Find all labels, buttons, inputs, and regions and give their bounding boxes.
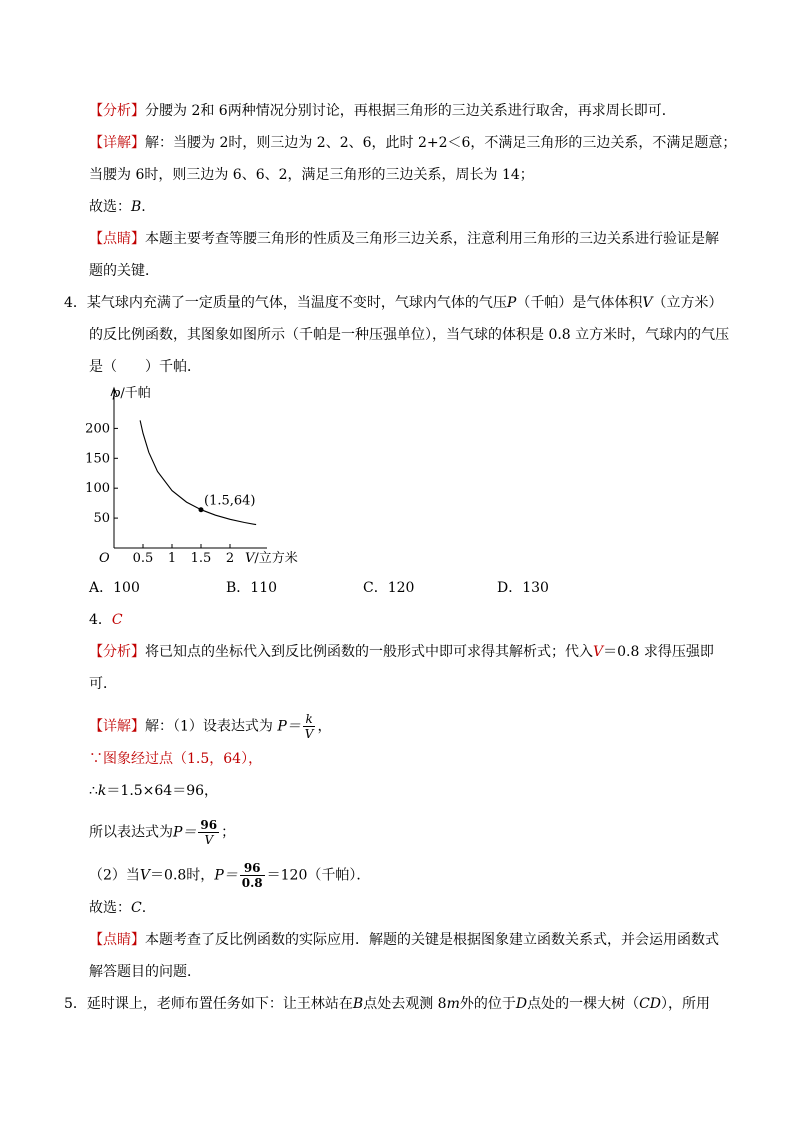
option-d[interactable] [497, 578, 549, 598]
stem-text: 外的位于 [459, 996, 516, 1012]
option-value: 100 [113, 580, 140, 596]
denominator: 0.8 [241, 876, 263, 890]
detail-tag: 【详解】 [89, 718, 145, 735]
y-tick-label: 150 [85, 451, 110, 467]
var-k: k [97, 783, 107, 799]
fraction-96-over-0-8 [240, 861, 265, 890]
var-v: V [139, 867, 151, 884]
formula-lhs: P＝ [173, 824, 197, 841]
formula-lhs: P＝ [214, 867, 238, 884]
unit-m: m [446, 996, 460, 1012]
option-label: B． [226, 580, 251, 596]
q4-stem-2: 的反比例函数，其图象如图所示（千帕是一种压强单位），当气球的体积是 0.8 立方米时，气球内的气压 [89, 327, 730, 343]
stem-text: （立方米） [652, 295, 723, 311]
detail-text: （2）当 [89, 867, 140, 884]
option-label: D． [497, 580, 523, 596]
therefore: ∴ [89, 783, 98, 799]
q4-analysis-2: 可． [89, 676, 117, 692]
denominator: V [304, 727, 314, 741]
q3-comment-2: 题的关键． [89, 263, 159, 279]
q4-detail-step6 [89, 898, 146, 918]
x-tick-label: 1.5 [190, 551, 212, 566]
q4-detail-step4 [89, 818, 235, 847]
option-a[interactable] [89, 578, 140, 598]
var-v: V [593, 644, 604, 660]
question-number: 4． [64, 295, 87, 311]
option-value: 130 [522, 580, 549, 596]
q3-detail-3 [89, 197, 146, 217]
x-tick-label: 1 [167, 551, 177, 566]
option-b[interactable] [226, 578, 277, 598]
stem-text: 某气球内充满了一定质量的气体，当温度不变时，气球内气体的气压 [86, 295, 507, 311]
inverse-proportion-curve [140, 420, 256, 524]
option-label: A． [89, 580, 114, 596]
highlight-point-label: (1.5,64) [204, 493, 256, 509]
stem-text: 延时课上，老师布置任务如下：让王林站在 [86, 996, 353, 1012]
q4-detail-step3 [89, 781, 218, 801]
punct: ； [221, 824, 236, 841]
x-tick-label: 0.5 [132, 551, 154, 566]
q3-detail-2: 当腰为 6时，则三边为 6、6、2，满足三角形的三边关系，周长为 14； [89, 167, 534, 183]
choice-prefix: 故选： [89, 199, 131, 215]
punct: ， [317, 718, 332, 735]
stem-text: 点处去观测 8 [363, 996, 447, 1012]
numerator: 96 [240, 861, 265, 876]
formula-lhs: P＝ [277, 718, 301, 735]
analysis-tag: 【分析】 [89, 103, 145, 119]
q3-comment-1 [89, 229, 719, 249]
point-d: D [515, 996, 528, 1012]
choice-suffix: . [141, 199, 146, 215]
stem-text: 点处的一棵大树（ [527, 996, 640, 1012]
analysis-text: ＝0.8 求得压强即 [603, 644, 714, 660]
q4-stem-3: 是（ ）千帕． [89, 359, 201, 375]
segment-cd: CD [639, 996, 662, 1012]
q4-comment-2: 解答题目的问题． [89, 964, 201, 980]
comment-text: 本题主要考查等腰三角形的性质及三角形三边关系，注意利用三角形的三边关系进行验证是解 [145, 231, 719, 247]
q4-detail-step2: ∵图象经过点（1.5，64）， [89, 751, 263, 767]
q4-analysis-1 [89, 642, 714, 662]
detail-text: ＝0.8时， [150, 867, 215, 884]
q5-stem [64, 994, 710, 1014]
choice-answer: B [131, 199, 142, 215]
choice-answer: C [131, 900, 142, 916]
detail-tag: 【详解】 [89, 135, 145, 151]
q4-stem-1 [64, 293, 722, 313]
question-number: 5． [64, 996, 87, 1012]
y-axis-label: p/千帕 [112, 386, 151, 401]
x-tick-label: 2 [225, 551, 235, 566]
y-tick-label: 200 [85, 421, 110, 437]
choice-suffix: . [141, 900, 147, 916]
option-value: 120 [387, 580, 415, 596]
stem-text: ），所用 [661, 996, 711, 1012]
analysis-text: 分腰为 2和 6两种情况分别讨论，再根据三角形的三边关系进行取舍，再求周长即可． [145, 103, 676, 119]
analysis-text: 将已知点的坐标代入到反比例函数的一般形式中即可求得其解析式；代入 [145, 644, 593, 660]
numerator: 96 [200, 818, 218, 832]
var-v: V [642, 295, 653, 311]
detail-text: 解：（1）设表达式为 [145, 718, 273, 735]
detail-text: ＝120（千帕）． [266, 867, 371, 884]
q4-answer [89, 610, 123, 630]
option-c[interactable] [363, 578, 414, 598]
denominator: V [204, 833, 214, 847]
var-p: P [506, 295, 517, 311]
fraction-k-over-v [303, 712, 316, 741]
y-tick-label: 100 [85, 481, 110, 497]
choice-prefix: 故选： [89, 900, 131, 916]
highlight-point [199, 507, 204, 512]
answer-number: 4． [89, 612, 112, 628]
analysis-tag: 【分析】 [89, 644, 145, 660]
y-tick-label: 50 [93, 511, 110, 527]
q4-comment-1 [89, 930, 719, 950]
x-axis-label: V/立方米 [245, 551, 298, 566]
comment-text: 本题考查了反比例函数的实际应用．解题的关键是根据图象建立函数关系式，并会运用函数式 [145, 932, 719, 948]
stem-text: （千帕）是气体体积 [516, 295, 643, 311]
pressure-volume-chart [85, 380, 322, 575]
origin-label: O [99, 551, 110, 566]
q4-detail-step1 [89, 712, 331, 741]
detail-text: ＝1.5×64＝96， [106, 783, 219, 799]
q4-detail-step5 [89, 861, 370, 890]
q3-detail-1 [89, 133, 736, 153]
point-b: B [352, 996, 364, 1012]
answer-letter: C [111, 612, 123, 628]
q3-analysis [89, 101, 676, 121]
option-label: C． [363, 580, 388, 596]
option-value: 110 [250, 580, 278, 596]
detail-text: 解：当腰为 2时，则三边为 2、2、6，此时 2+2＜6，不满足三角形的三边关系，不满足题意； [145, 135, 737, 151]
numerator: k [303, 712, 316, 727]
comment-tag: 【点睛】 [89, 932, 145, 948]
fraction-96-over-v [198, 818, 219, 847]
detail-text: 所以表达式为 [89, 824, 173, 841]
comment-tag: 【点睛】 [89, 231, 145, 247]
